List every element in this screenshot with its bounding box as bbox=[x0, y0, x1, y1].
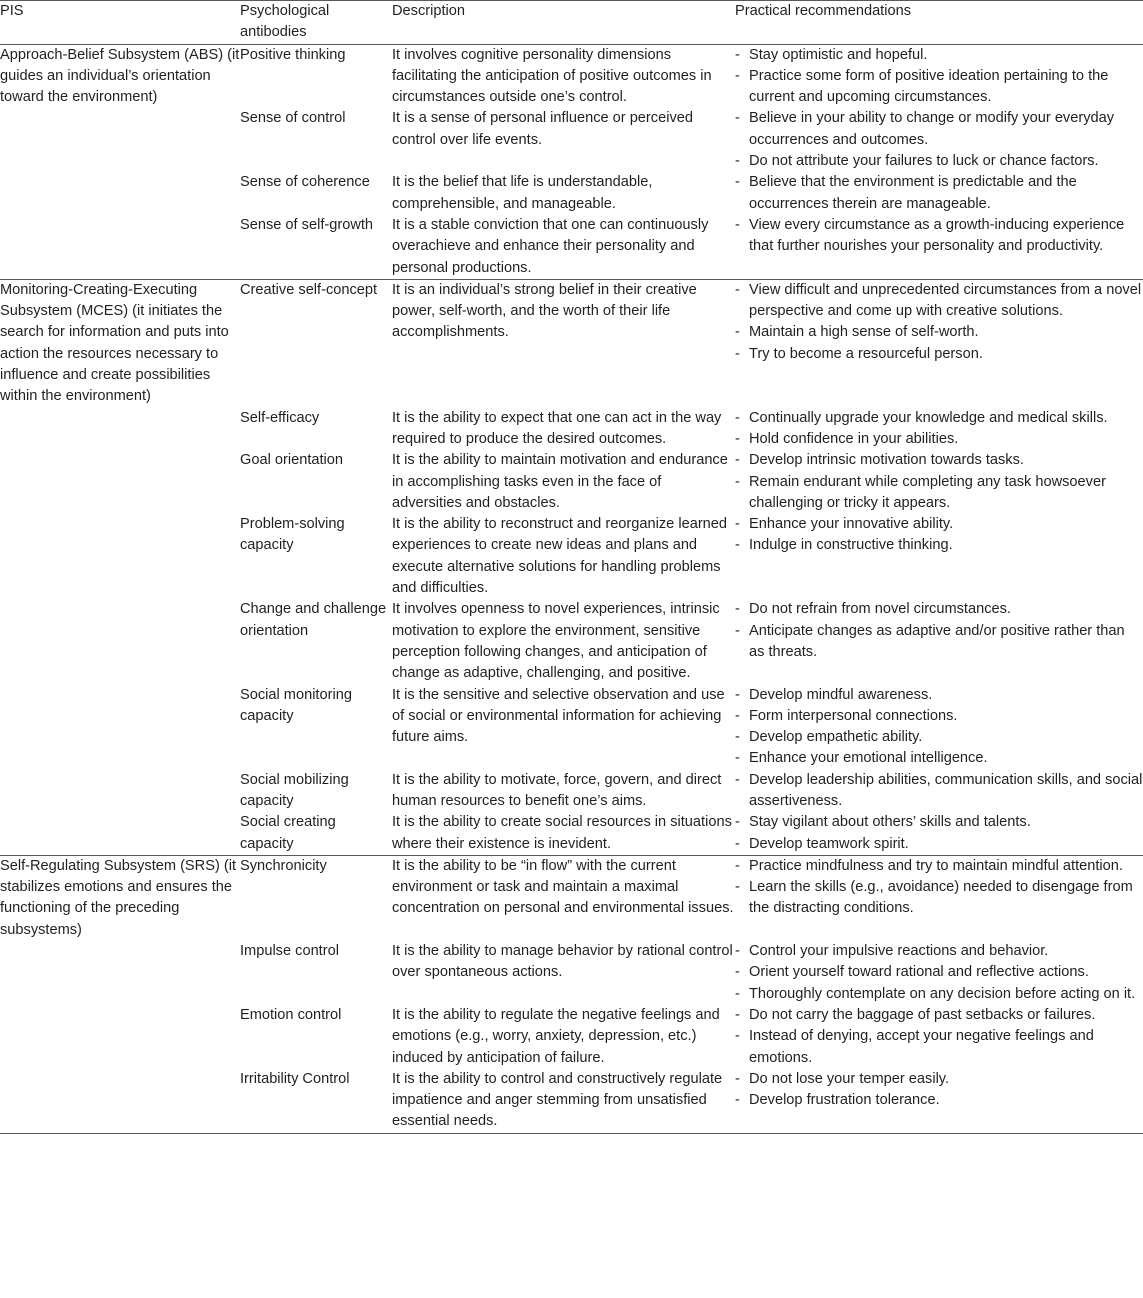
description-cell: It is the ability to control and constructively regulate impatience and anger stemming from unsatisfied essential needs. bbox=[392, 1070, 723, 1130]
recommendation-item: - Thoroughly contemplate on any decision before acting on it. bbox=[735, 984, 1143, 1005]
recommendation-list bbox=[735, 280, 1143, 365]
recommendations-cell bbox=[735, 215, 1143, 279]
recommendation-list bbox=[735, 450, 1143, 514]
pis-empty-cell bbox=[0, 450, 240, 514]
table-row bbox=[0, 215, 1143, 279]
header-pis: PIS bbox=[0, 3, 24, 19]
description-cell: It involves openness to novel experiences, intrinsic motivation to explore the environment, sensitive perception following changes, and anticipation of change as adaptive, challenging, and positive. bbox=[392, 601, 720, 682]
recommendation-item: - Develop empathetic ability. bbox=[735, 727, 1143, 748]
recommendation-list bbox=[735, 108, 1143, 172]
table-row bbox=[0, 279, 1143, 407]
recommendations-cell bbox=[735, 408, 1143, 451]
recommendation-list bbox=[735, 408, 1143, 451]
antibody-cell: Irritability Control bbox=[240, 1070, 350, 1087]
recommendation-item: - Hold confidence in your abilities. bbox=[735, 429, 1143, 450]
header-recommendations: Practical recommendations bbox=[735, 3, 912, 19]
table-row bbox=[0, 1069, 1143, 1133]
table-header bbox=[0, 1, 1143, 45]
description-cell: It is the ability to motivate, force, govern, and direct human resources to benefit one’s aims. bbox=[392, 771, 722, 809]
antibody-cell: Creative self-concept bbox=[240, 281, 378, 298]
recommendation-item: - Do not lose your temper easily. bbox=[735, 1069, 1143, 1090]
recommendation-item: - Maintain a high sense of self-worth. bbox=[735, 322, 1143, 343]
recommendation-list bbox=[735, 514, 1143, 557]
recommendation-item: - Develop intrinsic motivation towards tasks. bbox=[735, 450, 1143, 471]
recommendation-item: - Stay vigilant about others’ skills and talents. bbox=[735, 812, 1143, 833]
table-row bbox=[0, 44, 1143, 108]
recommendations-cell bbox=[735, 514, 1143, 599]
recommendation-list bbox=[735, 856, 1143, 920]
table-body bbox=[0, 44, 1143, 1133]
pis-empty-cell bbox=[0, 172, 240, 215]
recommendation-item: - Develop mindful awareness. bbox=[735, 685, 1143, 706]
antibody-cell: Social creating capacity bbox=[240, 814, 336, 852]
recommendation-item: - Do not carry the baggage of past setbacks or failures. bbox=[735, 1005, 1143, 1026]
table-row bbox=[0, 450, 1143, 514]
antibody-cell: Emotion control bbox=[240, 1006, 342, 1023]
recommendations-cell bbox=[735, 450, 1143, 514]
description-cell: It involves cognitive personality dimensions facilitating the anticipation of positive outcomes in circumstances outside one’s control. bbox=[392, 46, 712, 106]
recommendation-item: - Continually upgrade your knowledge and medical skills. bbox=[735, 408, 1143, 429]
description-cell: It is the ability to regulate the negative feelings and emotions (e.g., worry, anxiety, depression, etc.) induced by anticipation of failure. bbox=[392, 1006, 720, 1066]
pis-empty-cell bbox=[0, 599, 240, 684]
description-cell: It is the ability to expect that one can act in the way required to produce the desired outcomes. bbox=[392, 409, 722, 447]
antibody-cell: Problem-solving capacity bbox=[240, 516, 345, 554]
table-row bbox=[0, 770, 1143, 813]
description-cell: It is the sensitive and selective observation and use of social or environmental information for achieving future aims. bbox=[392, 686, 725, 746]
recommendation-item: - Try to become a resourceful person. bbox=[735, 344, 1143, 365]
recommendation-list bbox=[735, 215, 1143, 258]
table-row bbox=[0, 514, 1143, 599]
antibody-cell: Positive thinking bbox=[240, 46, 346, 63]
pis-empty-cell bbox=[0, 108, 240, 172]
recommendation-item: - Indulge in constructive thinking. bbox=[735, 535, 1143, 556]
pis-empty-cell bbox=[0, 812, 240, 855]
recommendation-item: - Practice some form of positive ideation pertaining to the current and upcoming circumstances. bbox=[735, 66, 1143, 109]
recommendation-item: - Enhance your emotional intelligence. bbox=[735, 748, 1143, 769]
pis-empty-cell bbox=[0, 770, 240, 813]
recommendation-item: - Learn the skills (e.g., avoidance) needed to disengage from the distracting conditions. bbox=[735, 877, 1143, 920]
recommendation-list bbox=[735, 812, 1143, 855]
recommendations-cell bbox=[735, 172, 1143, 215]
pis-empty-cell bbox=[0, 408, 240, 451]
recommendation-item: - Practice mindfulness and try to maintain mindful attention. bbox=[735, 856, 1143, 877]
recommendation-item: - Do not refrain from novel circumstances. bbox=[735, 599, 1143, 620]
recommendation-list bbox=[735, 685, 1143, 770]
pis-empty-cell bbox=[0, 1069, 240, 1133]
antibody-cell: Goal orientation bbox=[240, 452, 344, 469]
description-cell: It is the ability to manage behavior by rational control over spontaneous actions. bbox=[392, 943, 733, 981]
description-cell: It is the ability to maintain motivation and endurance in accomplishing tasks even in the face of adversities and obstacles. bbox=[392, 452, 728, 511]
pis-subsystem-cell: Approach-Belief Subsystem (ABS) (it guides an individual’s orientation toward the environment) bbox=[0, 46, 240, 106]
recommendations-cell bbox=[735, 770, 1143, 813]
recommendation-item: - Develop leadership abilities, communication skills, and social assertiveness. bbox=[735, 770, 1143, 813]
recommendations-cell bbox=[735, 855, 1143, 941]
pis-empty-cell bbox=[0, 514, 240, 599]
recommendation-list bbox=[735, 770, 1143, 813]
recommendation-item: - Remain endurant while completing any task howsoever challenging or tricky it appears. bbox=[735, 472, 1143, 515]
header-row bbox=[0, 1, 1143, 45]
antibody-cell: Synchronicity bbox=[240, 857, 327, 874]
recommendation-item: - Anticipate changes as adaptive and/or positive rather than as threats. bbox=[735, 621, 1143, 664]
recommendation-list bbox=[735, 941, 1143, 1005]
pis-empty-cell bbox=[0, 941, 240, 1005]
recommendation-item: - Do not attribute your failures to luck or chance factors. bbox=[735, 151, 1143, 172]
recommendation-item: - Develop frustration tolerance. bbox=[735, 1090, 1143, 1111]
pis-empty-cell bbox=[0, 685, 240, 770]
recommendation-list bbox=[735, 599, 1143, 663]
recommendations-cell bbox=[735, 599, 1143, 684]
antibody-cell: Self-efficacy bbox=[240, 409, 320, 426]
recommendation-item: - Develop teamwork spirit. bbox=[735, 834, 1143, 855]
description-cell: It is the ability to create social resources in situations where their existence is inevident. bbox=[392, 814, 732, 852]
description-cell: It is the ability to reconstruct and reorganize learned experiences to create new ideas and plans and execute alternative solutions for handling problems and difficulties. bbox=[392, 516, 728, 597]
antibody-cell: Change and challenge orientation bbox=[240, 601, 387, 639]
pis-empty-cell bbox=[0, 1005, 240, 1069]
description-cell: It is a stable conviction that one can continuously overachieve and enhance their personality and personal productions. bbox=[392, 216, 709, 276]
table-row bbox=[0, 812, 1143, 855]
antibody-cell: Sense of self-growth bbox=[240, 216, 374, 233]
recommendation-item: - Believe that the environment is predictable and the occurrences therein are manageable. bbox=[735, 172, 1143, 215]
description-cell: It is the ability to be “in flow” with the current environment or task and maintain a maximal concentration on personal and environmental issues. bbox=[392, 857, 734, 917]
recommendations-cell bbox=[735, 44, 1143, 108]
antibody-cell: Social mobilizing capacity bbox=[240, 771, 349, 809]
antibody-cell: Impulse control bbox=[240, 943, 339, 960]
header-description: Description bbox=[392, 3, 465, 19]
recommendations-cell bbox=[735, 108, 1143, 172]
recommendation-item: - Instead of denying, accept your negative feelings and emotions. bbox=[735, 1026, 1143, 1069]
description-cell: It is the belief that life is understandable, comprehensible, and manageable. bbox=[392, 174, 653, 212]
recommendations-cell bbox=[735, 279, 1143, 407]
recommendation-list bbox=[735, 1005, 1143, 1069]
recommendation-list bbox=[735, 172, 1143, 215]
recommendations-cell bbox=[735, 941, 1143, 1005]
pis-subsystem-cell: Self-Regulating Subsystem (SRS) (it stabilizes emotions and ensures the functioning of the preceding subsystems) bbox=[0, 857, 237, 938]
recommendations-cell bbox=[735, 1069, 1143, 1133]
recommendation-item: - Believe in your ability to change or modify your everyday occurrences and outcomes. bbox=[735, 108, 1143, 151]
pis-empty-cell bbox=[0, 215, 240, 279]
recommendation-item: - Enhance your innovative ability. bbox=[735, 514, 1143, 535]
antibody-cell: Social monitoring capacity bbox=[240, 686, 352, 724]
pis-subsystem-cell: Monitoring-Creating-Executing Subsystem (MCES) (it initiates the search for information and puts into action the resources necessary to influence and create possibilities within the environment) bbox=[0, 281, 229, 405]
table-row bbox=[0, 172, 1143, 215]
table-row bbox=[0, 108, 1143, 172]
table-row bbox=[0, 1005, 1143, 1069]
table-row bbox=[0, 599, 1143, 684]
recommendation-list bbox=[735, 45, 1143, 109]
recommendation-item: - View difficult and unprecedented circumstances from a novel perspective and come up with creative solutions. bbox=[735, 280, 1143, 323]
recommendations-cell bbox=[735, 812, 1143, 855]
recommendation-item: - View every circumstance as a growth-inducing experience that further nourishes your personality and productivity. bbox=[735, 215, 1143, 258]
recommendations-cell bbox=[735, 685, 1143, 770]
recommendations-cell bbox=[735, 1005, 1143, 1069]
recommendation-item: - Orient yourself toward rational and reflective actions. bbox=[735, 962, 1143, 983]
recommendation-item: - Control your impulsive reactions and behavior. bbox=[735, 941, 1143, 962]
description-cell: It is an individual’s strong belief in their creative power, self-worth, and the worth of their life accomplishments. bbox=[392, 281, 697, 341]
recommendation-list bbox=[735, 1069, 1143, 1112]
recommendation-item: - Form interpersonal connections. bbox=[735, 706, 1143, 727]
antibody-cell: Sense of coherence bbox=[240, 174, 370, 191]
table-row bbox=[0, 855, 1143, 941]
antibody-cell: Sense of control bbox=[240, 110, 346, 127]
table-row bbox=[0, 941, 1143, 1005]
header-antibodies: Psychological antibodies bbox=[240, 3, 330, 41]
description-cell: It is a sense of personal influence or perceived control over life events. bbox=[392, 110, 693, 148]
recommendation-item: - Stay optimistic and hopeful. bbox=[735, 45, 1143, 66]
table-row bbox=[0, 408, 1143, 451]
table-row bbox=[0, 685, 1143, 770]
